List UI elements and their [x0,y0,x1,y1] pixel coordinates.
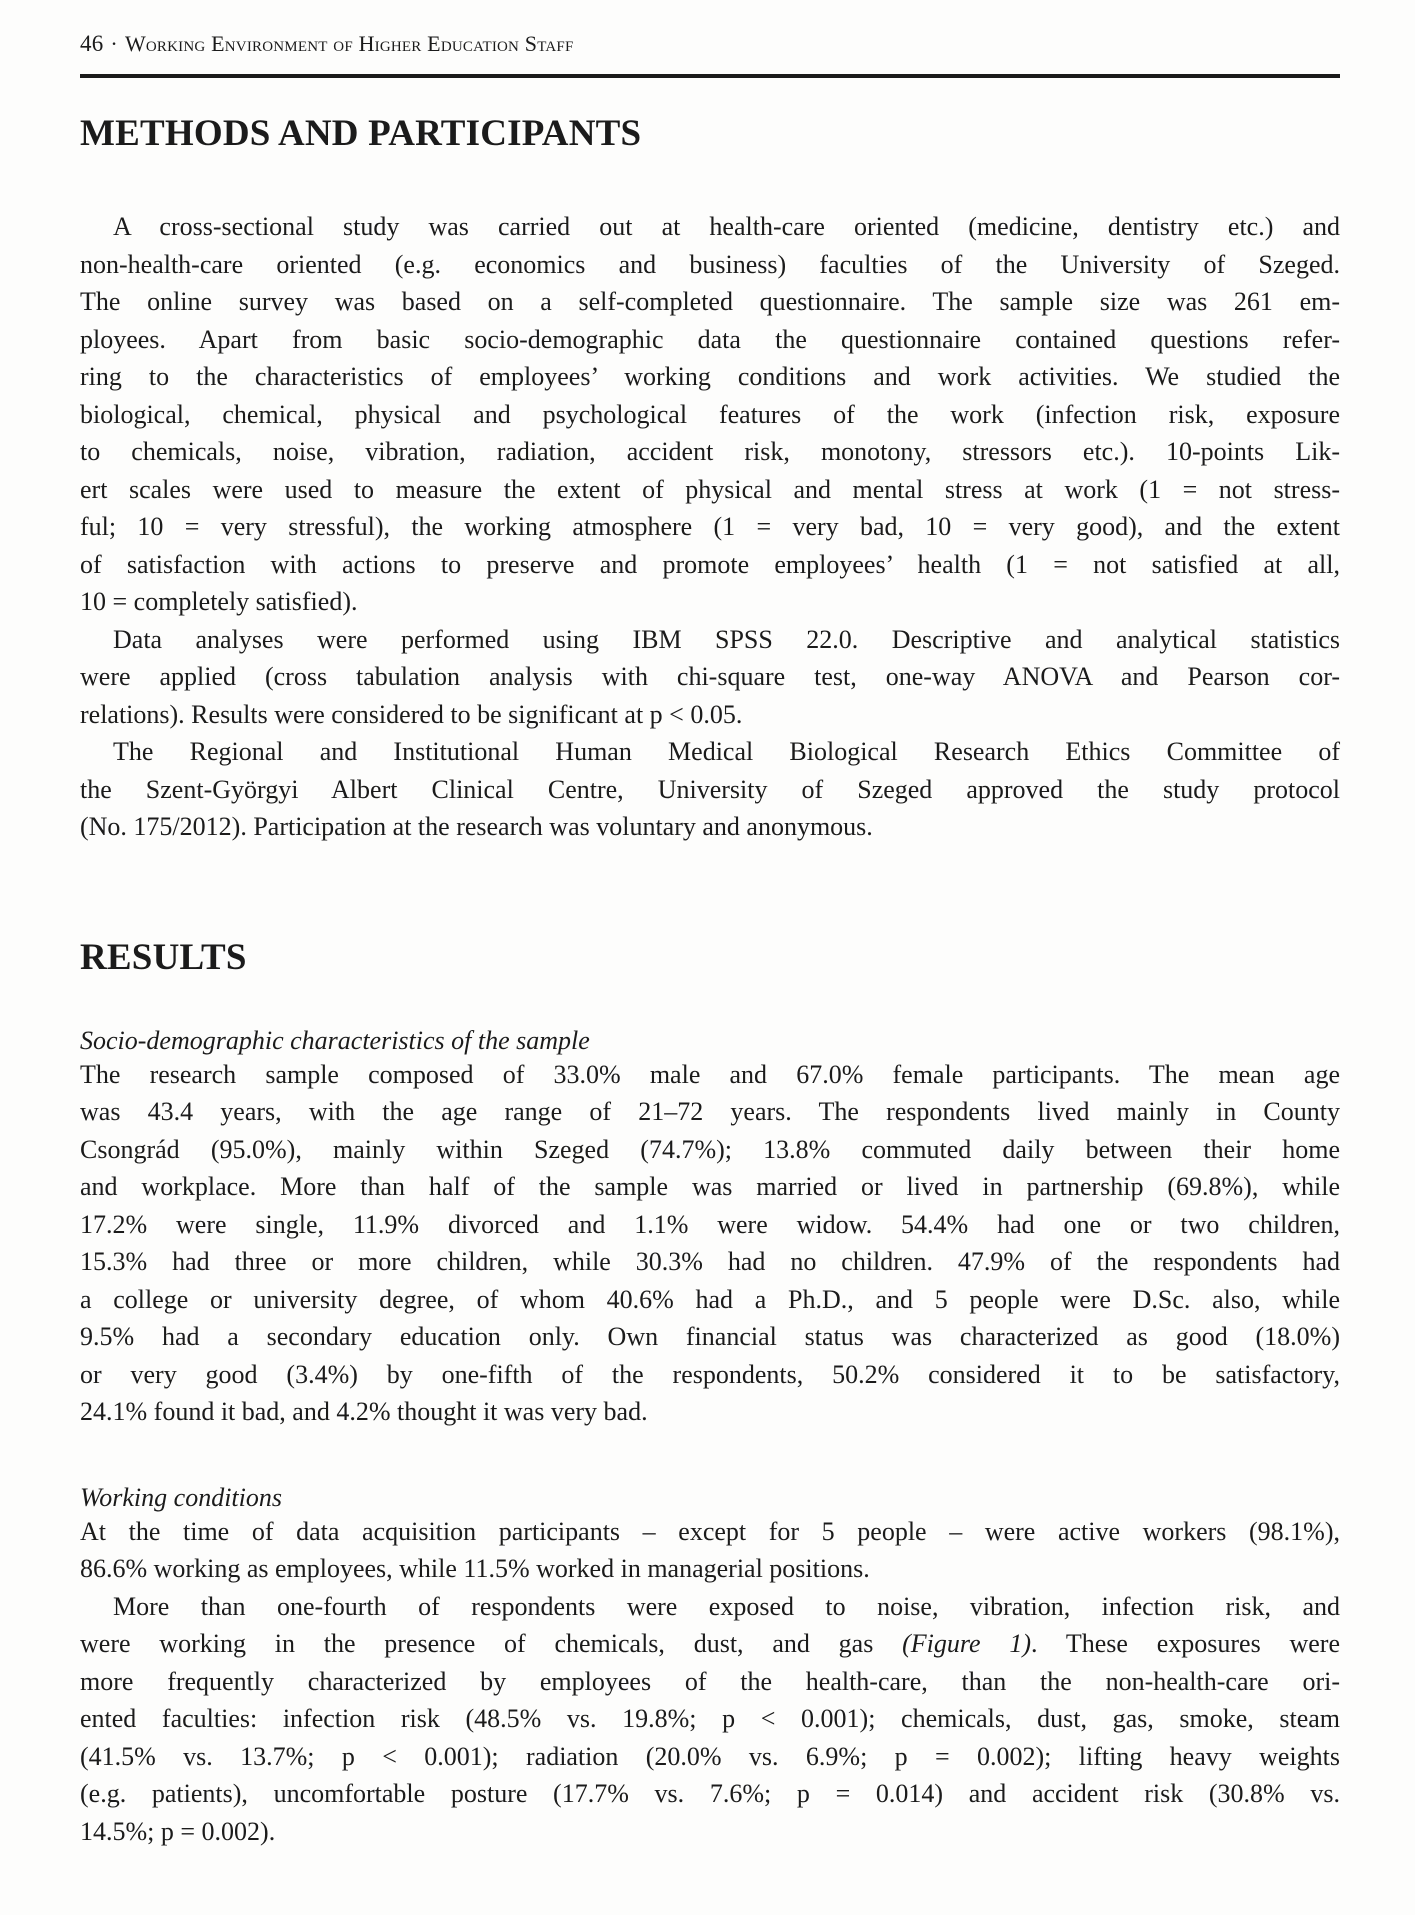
text-line: At the time of data acquisition participants – except for 5 people – were active workers (98.1%), [80,1516,1340,1546]
text-line: (41.5% vs. 13.7%; p < 0.001); radiation (20.0% vs. 6.9%; p = 0.002); lifting heavy weights [80,1741,1340,1771]
paragraph [80,1056,1340,1431]
text-line: (e.g. patients), uncomfortable posture (17.7% vs. 7.6%; p = 0.014) and accident risk (30.8% vs. [80,1779,1340,1808]
document-body [80,112,1340,1850]
paragraph [80,1588,1340,1851]
text-line: ful; 10 = very stressful), the working atmosphere (1 = very bad, 10 = very good), and the extent [80,512,1340,541]
text-line: The research sample composed of 33.0% male and 67.0% female participants. The mean age [80,1059,1340,1089]
text-line: were working in the presence of chemicals, dust, and gas (Figure 1). These exposures were [80,1629,1340,1658]
text-line: a college or university degree, of whom 40.6% had a Ph.D., and 5 people were D.Sc. also, while [80,1284,1340,1314]
section-heading: RESULTS [80,936,247,978]
text-line: More than one-fourth of respondents were exposed to noise, vibration, infection risk, and [113,1591,1340,1621]
text-line: 17.2% were single, 11.9% divorced and 1.1% were widow. 54.4% had one or two children, [80,1209,1340,1239]
paragraph [80,1513,1340,1588]
text-line: were applied (cross tabulation analysis with chi-square test, one-way ANOVA and Pearson cor- [80,662,1340,691]
text-line: and workplace. More than half of the sample was married or lived in partnership (69.8%), while [80,1172,1340,1201]
text-line: A cross-sectional study was carried out at health-care oriented (medicine, dentistry etc.) and [113,212,1340,241]
text-line: ert scales were used to measure the extent of physical and mental stress at work (1 = not stress- [80,474,1340,504]
page-header [80,30,1340,58]
text-line: the Szent-Györgyi Albert Clinical Centre, University of Szeged approved the study protocol [80,774,1340,804]
text-line: ring to the characteristics of employees’ working conditions and work activities. We studied the [80,362,1340,391]
text-line: The online survey was based on a self-completed questionnaire. The sample size was 261 em- [80,287,1340,316]
section-heading: METHODS AND PARTICIPANTS [80,113,642,154]
text-line: Data analyses were performed using IBM SPSS 22.0. Descriptive and analytical statistics [113,624,1340,654]
paragraph [80,208,1340,621]
text-line: biological, chemical, physical and psychological features of the work (infection risk, exposure [80,399,1340,429]
text-line: 24.1% found it bad, and 4.2% thought it was very bad. [80,1397,648,1426]
text-line: 14.5%; p = 0.002). [80,1816,276,1846]
text-line: non-health-care oriented (e.g. economics and business) faculties of the University of Szeged. [80,249,1340,279]
text-line: more frequently characterized by employees of the health-care, than the non-health-care ori- [80,1666,1340,1696]
paragraph [80,621,1340,734]
text-line: was 43.4 years, with the age range of 21–72 years. The respondents lived mainly in County [80,1097,1340,1126]
subsection-heading: Socio-demographic characteristics of the sample [80,1025,590,1055]
text-line: 9.5% had a secondary education only. Own financial status was characterized as good (18.0%) [80,1322,1340,1351]
text-line: ented faculties: infection risk (48.5% vs. 19.8%; p < 0.001); chemicals, dust, gas, smoke, steam [80,1704,1340,1733]
text-line: Csongrád (95.0%), mainly within Szeged (74.7%); 13.8% commuted daily between their home [80,1134,1340,1164]
text-line: 10 = completely satisfied). [80,587,358,616]
header-separator: · [110,31,118,56]
page-number: 46 [80,31,104,56]
running-title: Working Environment of Higher Education Staff [124,31,574,56]
text-line: relations). Results were considered to be significant at p < 0.05. [80,699,743,729]
text-line: or very good (3.4%) by one-fifth of the respondents, 50.2% considered it to be satisfactory, [80,1359,1340,1389]
text-line: 86.6% working as employees, while 11.5% worked in managerial positions. [80,1554,870,1583]
text-line: ployees. Apart from basic socio-demographic data the questionnaire contained questions refer- [80,324,1340,354]
text-line: 15.3% had three or more children, while 30.3% had no children. 47.9% of the respondents had [80,1247,1340,1276]
text-line: of satisfaction with actions to preserve and promote employees’ health (1 = not satisfied at all, [80,549,1340,579]
header-rule [80,74,1340,78]
text-line: (No. 175/2012). Participation at the research was voluntary and anonymous. [80,812,873,841]
text-line: The Regional and Institutional Human Medical Biological Research Ethics Committee of [113,737,1340,766]
subsection-heading: Working conditions [80,1482,282,1512]
paragraph [80,733,1340,846]
text-line: to chemicals, noise, vibration, radiation, accident risk, monotony, stressors etc.). 10-points Lik- [80,437,1340,466]
